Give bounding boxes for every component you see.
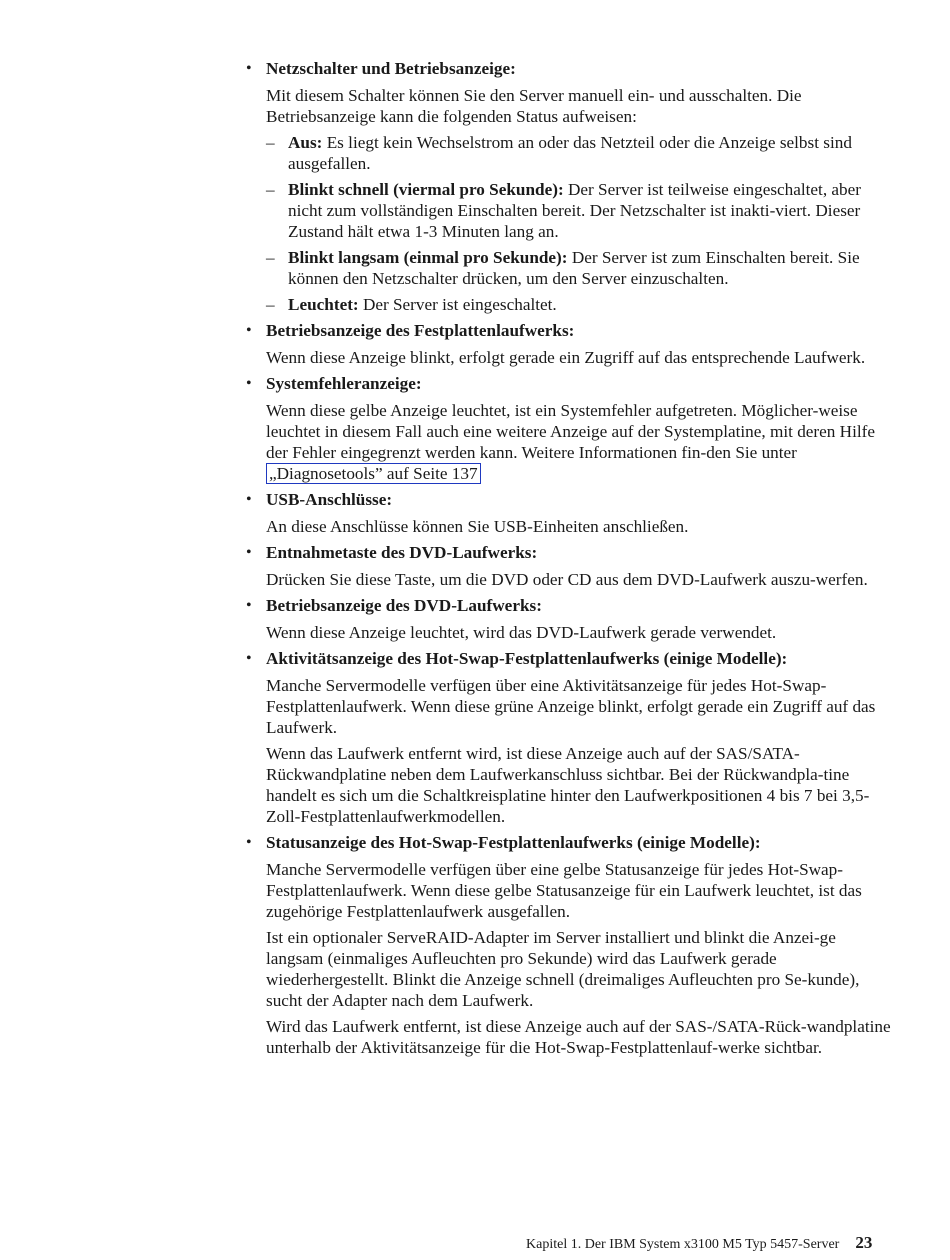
item-paragraph: Ist ein optionaler ServeRAID-Adapter im Server installiert und blinkt die Anzei-ge langsam (einmaliges Aufleuchten pro Sekunde) wird das Laufwerk gerade wiederhergestellt. Blinkt die Anzeige schnell (dreimaliges Aufleuchten pro Se-kunde), sucht der Adapter nach dem Laufwerk. <box>266 928 860 1010</box>
status-item-fast-blink: – Blinkt schnell (viermal pro Sekunde): Der Server ist teilweise eingeschaltet, aber nicht zum vollständigen Einschalten bereit. Der Netzschalter ist inakti-viert. Dieser Zustand hält etwa 1-3 Minuten lang an. <box>266 180 861 241</box>
item-heading: USB-Anschlüsse: <box>266 490 393 509</box>
list-item-usb-ports <box>246 489 896 537</box>
list-item-dvd-eject <box>246 542 896 590</box>
status-label: Leuchtet: <box>288 295 359 314</box>
list-item-hdd-power-led <box>246 320 896 368</box>
item-heading: Netzschalter und Betriebsanzeige: <box>266 59 516 78</box>
status-item-off: – Aus: Es liegt kein Wechselstrom an oder das Netzteil oder die Anzeige selbst sind ausgefallen. <box>266 133 852 173</box>
item-heading: Aktivitätsanzeige des Hot-Swap-Festplattenlaufwerks (einige Modelle): <box>266 649 788 668</box>
bullet: • <box>246 650 252 667</box>
page-number: 23 <box>855 1233 873 1252</box>
item-heading: Betriebsanzeige des DVD-Laufwerks: <box>266 596 542 615</box>
item-paragraph: Manche Servermodelle verfügen über eine Aktivitätsanzeige für jedes Hot-Swap-Festplattenlaufwerk. Wenn diese grüne Anzeige blinkt, erfolgt gerade ein Zugriff auf das Laufwerk. <box>266 676 876 737</box>
bullet: • <box>246 597 252 614</box>
status-text: Der Server ist teilweise eingeschaltet, aber nicht zum vollständigen Einschalten bereit. Der Netzschalter ist inakti-viert. Dieser Zustand hält etwa 1-3 Minuten lang an. <box>288 180 861 241</box>
status-text: Es liegt kein Wechselstrom an oder das Netzteil oder die Anzeige selbst sind ausgefallen. <box>288 133 852 173</box>
item-paragraph: Wenn diese gelbe Anzeige leuchtet, ist ein Systemfehler aufgetreten. Möglicher-weise leuchtet in diesem Fall auch eine weitere Anzeige auf der Systemplatine, mit deren Hilfe der Fehler eingegrenzt werden kann. Weitere Informationen fin-den Sie unter „Diagnosetools” auf Seite 137 <box>266 401 875 483</box>
status-label: Blinkt schnell (viermal pro Sekunde): <box>288 180 564 199</box>
list-item-system-error-led <box>246 373 896 484</box>
list-item-dvd-power-led <box>246 595 896 643</box>
status-item-lit: – Leuchtet: Der Server ist eingeschaltet. <box>266 295 557 314</box>
item-heading: Statusanzeige des Hot-Swap-Festplattenlaufwerks (einige Modelle): <box>266 833 761 852</box>
status-label: Aus: <box>288 133 323 152</box>
item-paragraph: An diese Anschlüsse können Sie USB-Einheiten anschließen. <box>266 517 689 536</box>
item-heading: Systemfehleranzeige: <box>266 374 422 393</box>
bullet: • <box>246 375 252 392</box>
footer-chapter: Kapitel 1. Der IBM System x3100 M5 Typ 5457-Server <box>526 1237 840 1252</box>
status-list <box>266 132 896 315</box>
bullet: • <box>246 322 252 339</box>
list-item-power-switch <box>246 58 896 315</box>
item-paragraph: Drücken Sie diese Taste, um die DVD oder CD aus dem DVD-Laufwerk auszu-werfen. <box>266 570 868 589</box>
item-paragraph: Wenn diese Anzeige leuchtet, wird das DVD-Laufwerk gerade verwendet. <box>266 623 777 642</box>
status-label: Blinkt langsam (einmal pro Sekunde): <box>288 248 568 267</box>
bullet: • <box>246 60 252 77</box>
item-heading: Betriebsanzeige des Festplattenlaufwerks: <box>266 321 575 340</box>
status-text: Der Server ist zum Einschalten bereit. Sie können den Netzschalter drücken, um den Server einzuschalten. <box>288 248 860 288</box>
item-paragraph: Wenn diese Anzeige blinkt, erfolgt gerade ein Zugriff auf das entsprechende Laufwerk. <box>266 348 866 367</box>
status-item-slow-blink: – Blinkt langsam (einmal pro Sekunde): Der Server ist zum Einschalten bereit. Sie können den Netzschalter drücken, um den Server einzuschalten. <box>266 248 860 288</box>
list-item-hotswap-status-led <box>246 832 896 1058</box>
bullet: • <box>246 491 252 508</box>
page-footer <box>526 1233 872 1253</box>
item-paragraph: Wird das Laufwerk entfernt, ist diese Anzeige auch auf der SAS-/SATA-Rück-wandplatine unterhalb der Aktivitätsanzeige für die Hot-Swap-Festplattenlauf-werke sichtbar. <box>266 1017 891 1057</box>
status-text: Der Server ist eingeschaltet. <box>358 295 557 314</box>
diagnosetools-link[interactable]: „Diagnosetools” auf Seite 137 <box>266 463 481 484</box>
item-heading: Entnahmetaste des DVD-Laufwerks: <box>266 543 538 562</box>
bullet: • <box>246 544 252 561</box>
item-paragraph: Manche Servermodelle verfügen über eine gelbe Statusanzeige für jedes Hot-Swap-Festplattenlaufwerk. Wenn diese gelbe Statusanzeige für ein Laufwerk leuchtet, ist das zugehörige Festplattenlaufwerk ausgefallen. <box>266 860 862 921</box>
item-paragraph: Wenn das Laufwerk entfernt wird, ist diese Anzeige auch auf der SAS/SATA-Rückwandplatine neben dem Laufwerkanschluss sichtbar. Bei der Rückwandpla-tine handelt es sich um die Schaltkreisplatine hinter den Laufwerkpositionen 4 bis 7 bei 3,5-Zoll-Festplattenlaufwerkmodellen. <box>266 744 870 826</box>
document-body <box>246 58 896 1063</box>
list-item-hotswap-activity-led <box>246 648 896 827</box>
item-paragraph: Mit diesem Schalter können Sie den Server manuell ein- und ausschalten. Die Betriebsanzeige kann die folgenden Status aufweisen: <box>266 86 802 126</box>
bullet: • <box>246 834 252 851</box>
